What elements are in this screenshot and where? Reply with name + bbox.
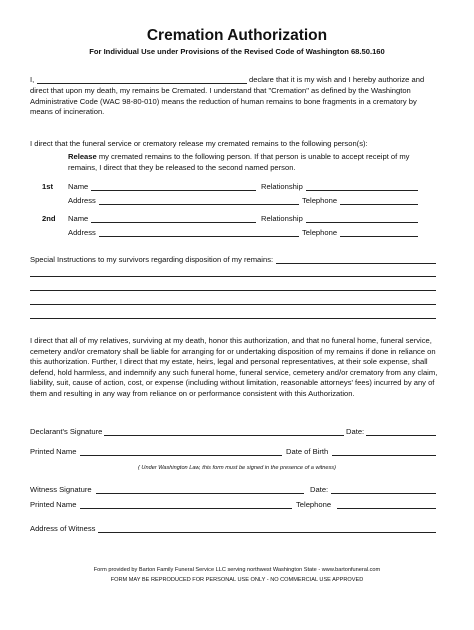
- person-2-address-label: Address: [68, 228, 96, 237]
- person-2-name-line[interactable]: [91, 222, 256, 223]
- special-instructions-line-4[interactable]: [30, 318, 436, 319]
- declarant-name-line[interactable]: [37, 83, 247, 84]
- person-2-ordinal: 2nd: [42, 214, 56, 223]
- form-subtitle: For Individual Use under Provisions of the Revised Code of Washington 68.50.160: [89, 47, 385, 56]
- special-instructions-line-0[interactable]: [276, 263, 436, 264]
- declarant-dob-label: Date of Birth: [286, 447, 329, 456]
- declarant-date-label: Date:: [346, 427, 365, 436]
- release-lead-bold: Release: [68, 152, 97, 161]
- person-1-relationship-line[interactable]: [306, 190, 418, 191]
- declaration-prefix: I,: [30, 75, 35, 84]
- witness-date-label: Date:: [310, 485, 329, 494]
- declarant-signature-line[interactable]: [104, 435, 344, 436]
- person-1-address-label: Address: [68, 196, 96, 205]
- person-1-name-label: Name: [68, 182, 89, 191]
- witness-telephone-label: Telephone: [296, 500, 332, 509]
- declarant-printed-name-label: Printed Name: [30, 447, 77, 456]
- direction-paragraph: I direct that all of my relatives, surviving at my death, honor this authorization, and that no funeral home, funeral service, cemetery and/or crematory shall be liable for arranging for or undertaking disposition of my remains if done in reliance on this authorization. Further, I direct that my estate, heirs, legal and personal representatives, at their sole expense, shall defend, hold harmless, and indemnify any such funeral home, funeral service, cemetery and/or crematory from any claim, liability, suit, cause of action, cost, or expense (including without limitation, reasonable attorneys' fees) incurred by any of them and resulting in any way from reliance on or performance consistent with this Authorization.: [30, 336, 438, 398]
- witness-signature-label: Witness Signature: [30, 485, 92, 494]
- declaration-body: direct that upon my death, my remains be Cremated. I understand that "Cremation" as defined by the Washington Administrative Code (WAC 98-80-010) means the reduction of human remains to bone fragments in a crematory by means of incineration.: [30, 86, 417, 117]
- person-2-name-label: Name: [68, 214, 89, 223]
- witness-law-note: ( Under Washington Law, this form must be signed in the presence of a witness): [138, 465, 336, 471]
- witness-signature-line[interactable]: [96, 493, 304, 494]
- witness-address-line[interactable]: [98, 532, 436, 533]
- special-instructions-line-3[interactable]: [30, 304, 436, 305]
- witness-address-label: Address of Witness: [30, 524, 96, 533]
- witness-telephone-line[interactable]: [337, 508, 436, 509]
- witness-printed-name-line[interactable]: [80, 508, 292, 509]
- witness-printed-name-label: Printed Name: [30, 500, 77, 509]
- witness-date-line[interactable]: [331, 493, 436, 494]
- person-1-relationship-label: Relationship: [261, 182, 303, 191]
- special-instructions-label: Special Instructions to my survivors regarding disposition of my remains:: [30, 255, 274, 264]
- person-2-address-line[interactable]: [99, 236, 299, 237]
- declarant-signature-label: Declarant's Signature: [30, 427, 103, 436]
- person-1-telephone-line[interactable]: [340, 204, 418, 205]
- person-2-relationship-line[interactable]: [306, 222, 418, 223]
- footer-usage-notice: FORM MAY BE REPRODUCED FOR PERSONAL USE ONLY - NO COMMERCIAL USE APPROVED: [110, 577, 364, 583]
- declarant-date-line[interactable]: [366, 435, 436, 436]
- declarant-printed-name-line[interactable]: [80, 455, 282, 456]
- person-2-telephone-line[interactable]: [340, 236, 418, 237]
- person-2-relationship-label: Relationship: [261, 214, 303, 223]
- release-paragraph: [68, 152, 428, 173]
- person-1-telephone-label: Telephone: [302, 196, 338, 205]
- special-instructions-line-1[interactable]: [30, 276, 436, 277]
- release-intro: I direct that the funeral service or crematory release my cremated remains to the following person(s):: [30, 139, 368, 148]
- declaration-continuation: declare that it is my wish and I hereby authorize and: [249, 75, 425, 84]
- person-1-address-line[interactable]: [99, 204, 299, 205]
- form-title: Cremation Authorization: [146, 27, 328, 44]
- declarant-dob-line[interactable]: [332, 455, 436, 456]
- special-instructions-line-2[interactable]: [30, 290, 436, 291]
- person-2-telephone-label: Telephone: [302, 228, 338, 237]
- person-1-name-line[interactable]: [91, 190, 256, 191]
- footer-provider: Form provided by Barton Family Funeral Service LLC serving northwest Washington State - www.bartonfuneral.com: [93, 567, 381, 573]
- person-1-ordinal: 1st: [42, 182, 53, 191]
- release-lead-rest: my cremated remains to the following person. If that person is unable to accept receipt of my remains, I direct that they be released to the second named person.: [68, 152, 410, 172]
